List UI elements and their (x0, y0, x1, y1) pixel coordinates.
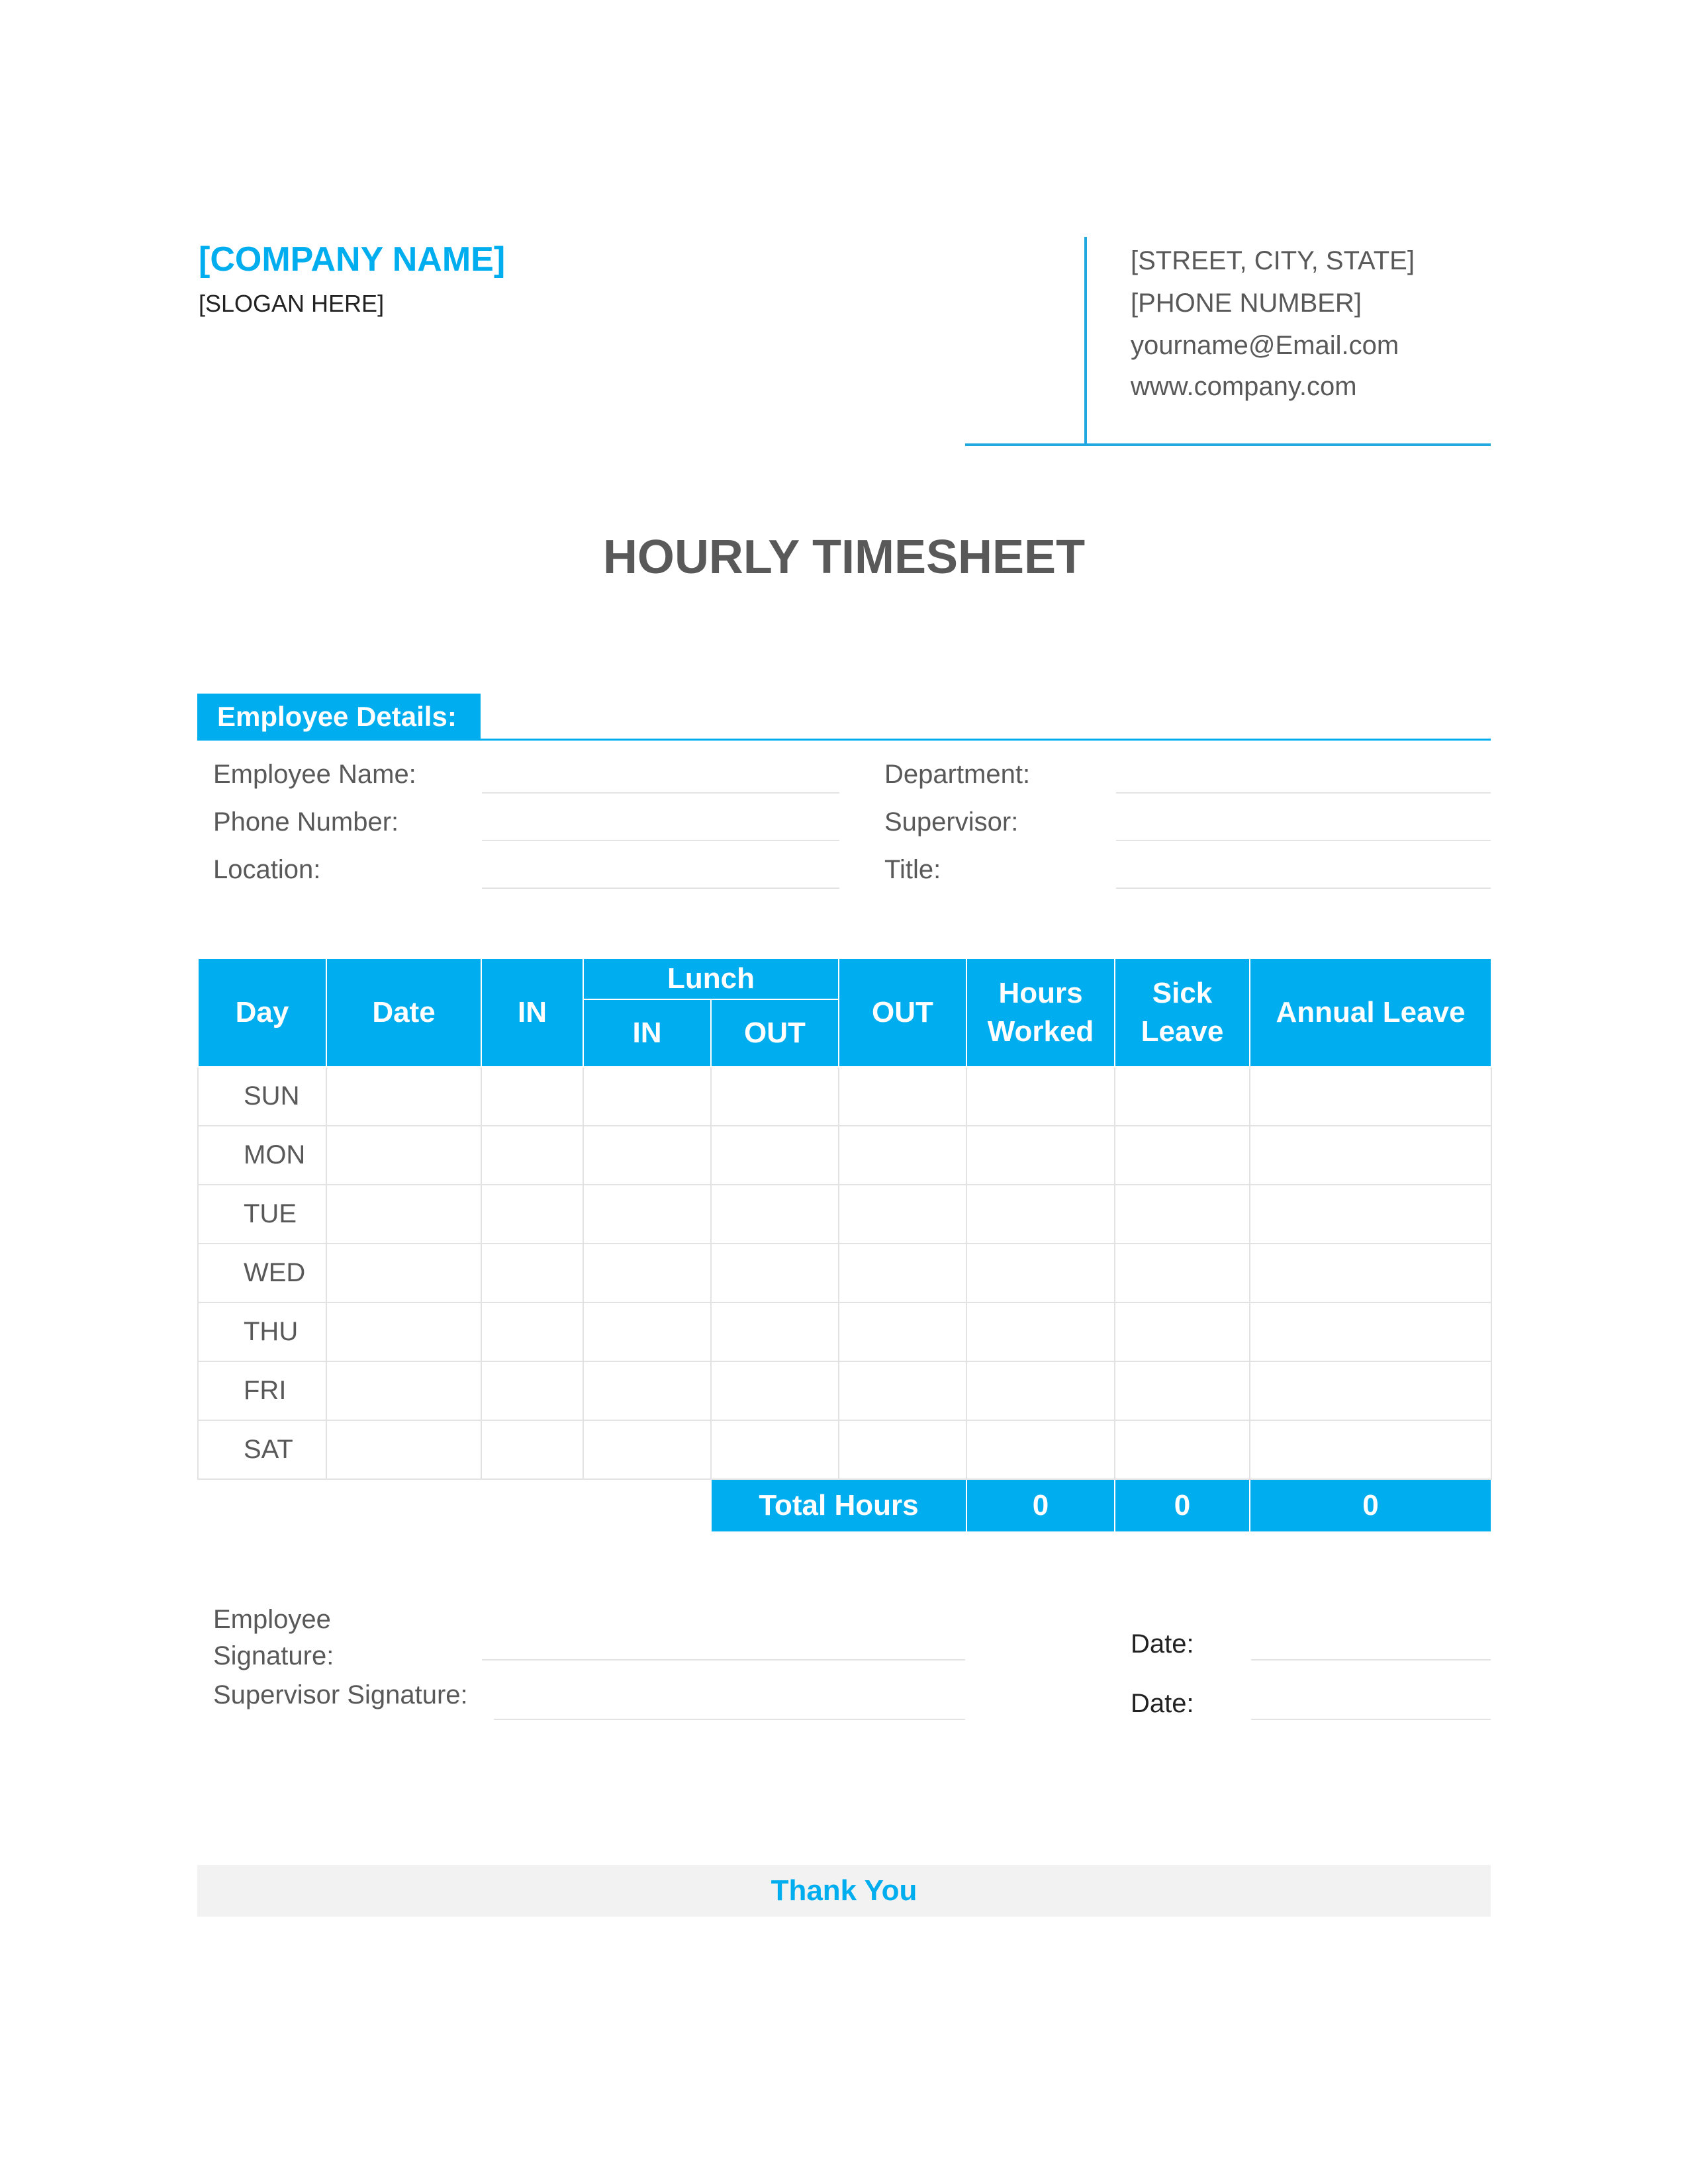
hours-worked-cell[interactable] (966, 1244, 1115, 1302)
day-cell: WED (198, 1244, 326, 1302)
date-cell[interactable] (326, 1067, 481, 1126)
header-sick-leave-line1: Sick (1152, 977, 1213, 1009)
lunch-out-cell[interactable] (711, 1067, 839, 1126)
total-hours-worked: 0 (966, 1479, 1115, 1532)
lunch-out-cell[interactable] (711, 1185, 839, 1244)
table-row (198, 1244, 1491, 1302)
department-field[interactable] (1116, 792, 1491, 794)
annual-leave-cell[interactable] (1250, 1361, 1491, 1420)
out-cell[interactable] (839, 1185, 966, 1244)
supervisor-signature-field[interactable] (494, 1719, 965, 1720)
out-cell[interactable] (839, 1067, 966, 1126)
header-in: IN (481, 958, 583, 1067)
phone-number-label: Phone Number: (213, 807, 399, 837)
sick-leave-cell[interactable] (1115, 1067, 1250, 1126)
employee-date-label: Date: (1131, 1629, 1194, 1659)
header-hours-worked-line1: Hours (998, 977, 1083, 1009)
lunch-in-cell[interactable] (583, 1185, 711, 1244)
hours-worked-cell[interactable] (966, 1185, 1115, 1244)
header-vertical-divider (1084, 237, 1087, 446)
in-cell[interactable] (481, 1420, 583, 1479)
company-slogan: [SLOGAN HERE] (199, 290, 385, 317)
lunch-in-cell[interactable] (583, 1244, 711, 1302)
header-sick-leave-line2: Leave (1141, 1015, 1224, 1048)
date-cell[interactable] (326, 1361, 481, 1420)
lunch-in-cell[interactable] (583, 1302, 711, 1361)
annual-leave-cell[interactable] (1250, 1185, 1491, 1244)
day-cell: THU (198, 1302, 326, 1361)
lunch-in-cell[interactable] (583, 1361, 711, 1420)
lunch-in-cell[interactable] (583, 1067, 711, 1126)
in-cell[interactable] (481, 1361, 583, 1420)
day-cell: MON (198, 1126, 326, 1185)
supervisor-field[interactable] (1116, 840, 1491, 841)
employee-name-field[interactable] (482, 792, 839, 794)
annual-leave-cell[interactable] (1250, 1244, 1491, 1302)
lunch-in-cell[interactable] (583, 1126, 711, 1185)
employee-date-field[interactable] (1251, 1659, 1491, 1661)
timesheet-table (197, 958, 1492, 1533)
day-cell: SAT (198, 1420, 326, 1479)
lunch-out-cell[interactable] (711, 1302, 839, 1361)
header-out: OUT (839, 958, 966, 1067)
employee-signature-label (213, 1602, 334, 1674)
header-sick-leave (1115, 958, 1250, 1067)
date-cell[interactable] (326, 1126, 481, 1185)
timesheet-body (198, 1067, 1491, 1479)
day-cell: SUN (198, 1067, 326, 1126)
company-address: [STREET, CITY, STATE] (1131, 246, 1415, 275)
date-cell[interactable] (326, 1420, 481, 1479)
annual-leave-cell[interactable] (1250, 1420, 1491, 1479)
sick-leave-cell[interactable] (1115, 1126, 1250, 1185)
lunch-out-cell[interactable] (711, 1244, 839, 1302)
employee-details-rule (197, 739, 1491, 741)
phone-number-field[interactable] (482, 840, 839, 841)
header-horizontal-divider (965, 443, 1491, 446)
day-cell: FRI (198, 1361, 326, 1420)
sick-leave-cell[interactable] (1115, 1185, 1250, 1244)
header-hours-worked (966, 958, 1115, 1067)
hours-worked-cell[interactable] (966, 1126, 1115, 1185)
table-row (198, 1126, 1491, 1185)
day-cell: TUE (198, 1185, 326, 1244)
department-label: Department: (884, 760, 1031, 789)
lunch-out-cell[interactable] (711, 1126, 839, 1185)
sick-leave-cell[interactable] (1115, 1420, 1250, 1479)
company-phone: [PHONE NUMBER] (1131, 289, 1362, 318)
total-annual-leave: 0 (1250, 1479, 1491, 1532)
document-title: HOURLY TIMESHEET (602, 531, 1086, 584)
title-field[interactable] (1116, 887, 1491, 889)
title-label: Title: (884, 855, 941, 884)
header-lunch-out: OUT (711, 999, 839, 1067)
hours-worked-cell[interactable] (966, 1420, 1115, 1479)
hours-worked-cell[interactable] (966, 1067, 1115, 1126)
date-cell[interactable] (326, 1302, 481, 1361)
sick-leave-cell[interactable] (1115, 1361, 1250, 1420)
out-cell[interactable] (839, 1126, 966, 1185)
date-cell[interactable] (326, 1244, 481, 1302)
table-row (198, 1361, 1491, 1420)
employee-name-label: Employee Name: (213, 760, 416, 789)
in-cell[interactable] (481, 1067, 583, 1126)
in-cell[interactable] (481, 1185, 583, 1244)
header-lunch-in: IN (583, 999, 711, 1067)
annual-leave-cell[interactable] (1250, 1302, 1491, 1361)
table-row (198, 1420, 1491, 1479)
header-lunch: Lunch (583, 958, 839, 999)
location-label: Location: (213, 855, 321, 884)
sick-leave-cell[interactable] (1115, 1302, 1250, 1361)
in-cell[interactable] (481, 1244, 583, 1302)
out-cell[interactable] (839, 1244, 966, 1302)
supervisor-label: Supervisor: (884, 807, 1019, 837)
company-name: [COMPANY NAME] (199, 240, 506, 279)
date-cell[interactable] (326, 1185, 481, 1244)
location-field[interactable] (482, 887, 839, 889)
out-cell[interactable] (839, 1361, 966, 1420)
out-cell[interactable] (839, 1420, 966, 1479)
annual-leave-cell[interactable] (1250, 1126, 1491, 1185)
employee-signature-label-line1: Employee (213, 1605, 331, 1634)
supervisor-date-field[interactable] (1251, 1719, 1491, 1720)
total-spacer (198, 1479, 711, 1532)
header-date: Date (326, 958, 481, 1067)
table-row (198, 1185, 1491, 1244)
sick-leave-cell[interactable] (1115, 1244, 1250, 1302)
employee-details-heading: Employee Details: (197, 694, 481, 740)
total-sick-leave: 0 (1115, 1479, 1250, 1532)
table-row (198, 1302, 1491, 1361)
lunch-out-cell[interactable] (711, 1361, 839, 1420)
header-annual-leave: Annual Leave (1250, 958, 1491, 1067)
in-cell[interactable] (481, 1302, 583, 1361)
supervisor-date-label: Date: (1131, 1689, 1194, 1718)
header-day: Day (198, 958, 326, 1067)
thank-you-text: Thank You (771, 1874, 917, 1907)
employee-signature-label-line2: Signature: (213, 1641, 334, 1670)
out-cell[interactable] (839, 1302, 966, 1361)
hours-worked-cell[interactable] (966, 1302, 1115, 1361)
annual-leave-cell[interactable] (1250, 1067, 1491, 1126)
total-hours-label: Total Hours (711, 1479, 966, 1532)
company-website: www.company.com (1131, 372, 1357, 401)
lunch-out-cell[interactable] (711, 1420, 839, 1479)
supervisor-signature-label: Supervisor Signature: (213, 1680, 468, 1709)
lunch-in-cell[interactable] (583, 1420, 711, 1479)
company-email: yourname@Email.com (1131, 331, 1399, 360)
hours-worked-cell[interactable] (966, 1361, 1115, 1420)
header-hours-worked-line2: Worked (987, 1015, 1094, 1048)
table-row (198, 1067, 1491, 1126)
employee-signature-field[interactable] (482, 1659, 965, 1661)
in-cell[interactable] (481, 1126, 583, 1185)
